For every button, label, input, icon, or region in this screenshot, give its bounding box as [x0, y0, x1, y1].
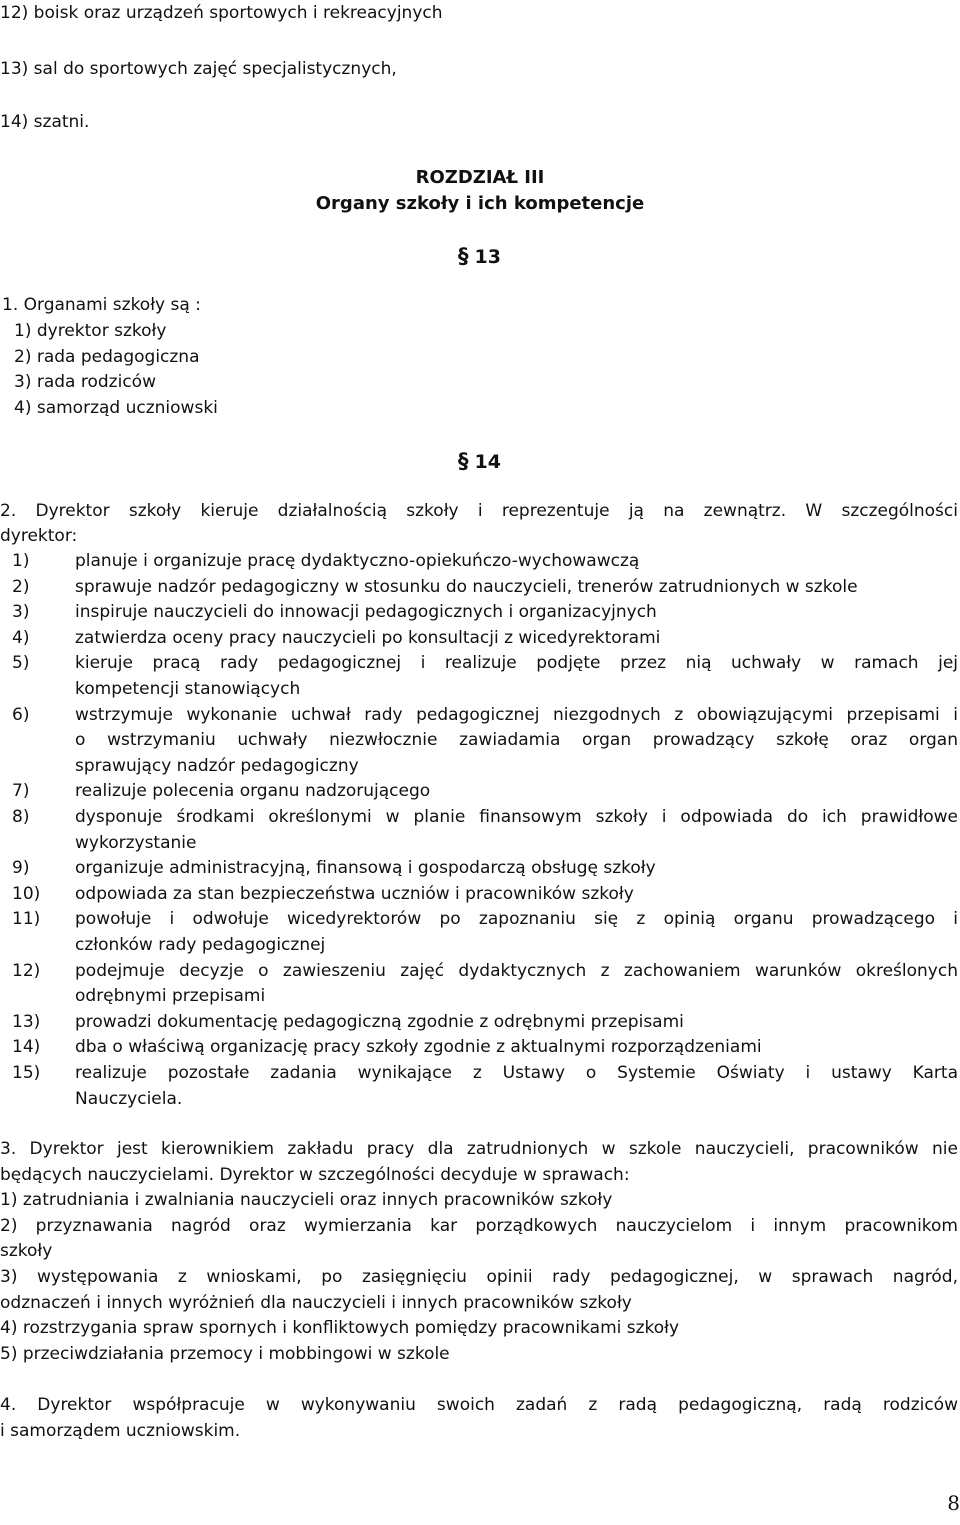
- s14-item-text: Nauczyciela.: [75, 1088, 183, 1109]
- s13-intro: 1. Organami szkoły są :: [2, 295, 201, 315]
- s14-item-text: realizuje pozostałe zadania wynikające z Ustawy o Systemie Oświaty i ustawy Karta: [75, 1063, 958, 1083]
- s14-item-number: 10): [12, 883, 41, 904]
- section-symbol: §: [458, 449, 469, 473]
- s14-item-number: 11): [12, 909, 41, 930]
- s14-item-text: kieruje pracą rady pedagogicznej i realizuje podjęte przez nią uchwały w ramach jej: [75, 653, 958, 674]
- s14-item-text: podejmuje decyzje o zawieszeniu zajęć dydaktycznych z zachowaniem warunków określonych: [75, 960, 958, 981]
- s14-item-number: 1): [12, 551, 30, 571]
- s14-item-number: 8): [12, 807, 30, 827]
- s14-item-text: realizuje polecenia organu nadzorującego: [75, 781, 431, 802]
- s14-p2-line: 2. Dyrektor szkoły kieruje działalnością szkoły i reprezentuje ją na zewnątrz. W szczególności: [0, 501, 958, 521]
- s14-item-text: dba o właściwą organizację pracy szkoły zgodnie z aktualnymi rozporządzeniami: [75, 1037, 762, 1058]
- s14-item-number: 12): [12, 960, 41, 981]
- s13-item: 3) rada rodziców: [14, 372, 156, 392]
- s14-item-text: wstrzymuje wykonanie uchwał rady pedagogicznej niezgodnych z obowiązującymi przepisami i: [75, 704, 958, 725]
- section-13-heading: [458, 245, 501, 268]
- chapter-title: Organy szkoły i ich kompetencje: [315, 193, 645, 214]
- s14-item-text: sprawujący nadzór pedagogiczny: [75, 755, 359, 776]
- s14-item-text: organizuje administracyjną, finansową i gospodarczą obsługę szkoły: [75, 858, 656, 879]
- s14-item-number: 9): [12, 858, 30, 879]
- s14-item-number: 2): [12, 576, 30, 597]
- s14-item-number: 13): [12, 1011, 41, 1032]
- s14-item-number: 6): [12, 704, 30, 725]
- section-number: 14: [474, 451, 501, 473]
- s14-p3-line: 3) występowania z wnioskami, po zasięgnięciu opinii rady pedagogicznej, w sprawach nagród,: [0, 1267, 958, 1287]
- s14-p3-line: 3. Dyrektor jest kierownikiem zakładu pracy dla zatrudnionych w szkole nauczycieli, pracowników nie: [0, 1139, 958, 1159]
- s14-item-number: 4): [12, 627, 30, 648]
- s14-item-text: sprawuje nadzór pedagogiczny w stosunku do nauczycieli, trenerów zatrudnionych w szkole: [75, 576, 858, 597]
- s14-item-text: członków rady pedagogicznej: [75, 935, 326, 955]
- s14-item-text: o wstrzymaniu uchwały niezwłocznie zawiadamia organ prowadzący szkołę oraz organ: [75, 730, 958, 751]
- section-14-heading: [458, 450, 501, 473]
- s14-item-text: inspiruje nauczycieli do innowacji pedagogicznych i organizacyjnych: [75, 602, 657, 623]
- s14-p4-line: 4. Dyrektor współpracuje w wykonywaniu swoich zadań z radą pedagogiczną, radą rodziców: [0, 1395, 958, 1415]
- s13-item: 1) dyrektor szkoły: [14, 321, 167, 341]
- s14-item-number: 14): [12, 1037, 41, 1058]
- list-item-14: 14) szatni.: [0, 112, 90, 132]
- s14-item-number: 3): [12, 602, 30, 623]
- s14-item-text: zatwierdza oceny pracy nauczycieli po konsultacji z wicedyrektorami: [75, 627, 661, 648]
- s14-p3-line: 1) zatrudniania i zwalniania nauczycieli oraz innych pracowników szkoły: [0, 1190, 613, 1211]
- s14-item-text: wykorzystanie: [75, 832, 197, 853]
- list-item-13: 13) sal do sportowych zajęć specjalistycznych,: [0, 59, 397, 79]
- s14-p3-line: 5) przeciwdziałania przemocy i mobbingowi w szkole: [0, 1343, 450, 1364]
- s14-p3-line: szkoły: [0, 1241, 53, 1262]
- section-symbol: §: [458, 244, 469, 268]
- s14-item-number: 5): [12, 653, 30, 674]
- s14-p2-line: dyrektor:: [0, 526, 78, 546]
- section-number: 13: [474, 246, 501, 268]
- s13-item: 2) rada pedagogiczna: [14, 347, 200, 367]
- s14-item-text: dysponuje środkami określonymi w planie finansowym szkoły i odpowiada do ich prawidłowe: [75, 807, 958, 827]
- s14-item-text: odpowiada za stan bezpieczeństwa uczniów i pracowników szkoły: [75, 883, 634, 904]
- s14-item-text: powołuje i odwołuje wicedyrektorów po zapoznaniu się z opinią organu prowadzącego i: [75, 909, 958, 930]
- s14-item-text: prowadzi dokumentację pedagogiczną zgodnie z odrębnymi przepisami: [75, 1011, 684, 1032]
- s14-p3-line: będących nauczycielami. Dyrektor w szczególności decyduje w sprawach:: [0, 1164, 630, 1185]
- s14-item-number: 7): [12, 781, 30, 802]
- list-item-12: 12) boisk oraz urządzeń sportowych i rekreacyjnych: [0, 3, 443, 23]
- s14-p3-line: odznaczeń i innych wyróżnień dla nauczycieli i innych pracowników szkoły: [0, 1292, 632, 1313]
- s14-item-text: planuje i organizuje pracę dydaktyczno-opiekuńczo-wychowawczą: [75, 551, 640, 571]
- page-number: 8: [947, 1491, 960, 1515]
- s14-item-number: 15): [12, 1063, 41, 1083]
- chapter-number: ROZDZIAŁ III: [415, 167, 545, 188]
- s14-p4-line: i samorządem uczniowskim.: [0, 1420, 241, 1441]
- s14-p3-line: 2) przyznawania nagród oraz wymierzania kar porządkowych nauczycielom i innym pracownikom: [0, 1215, 958, 1236]
- s14-item-text: kompetencji stanowiących: [75, 679, 301, 699]
- s14-item-text: odrębnymi przepisami: [75, 986, 266, 1007]
- s14-p3-line: 4) rozstrzygania spraw spornych i konfliktowych pomiędzy pracownikami szkoły: [0, 1318, 680, 1339]
- s13-item: 4) samorząd uczniowski: [14, 398, 218, 418]
